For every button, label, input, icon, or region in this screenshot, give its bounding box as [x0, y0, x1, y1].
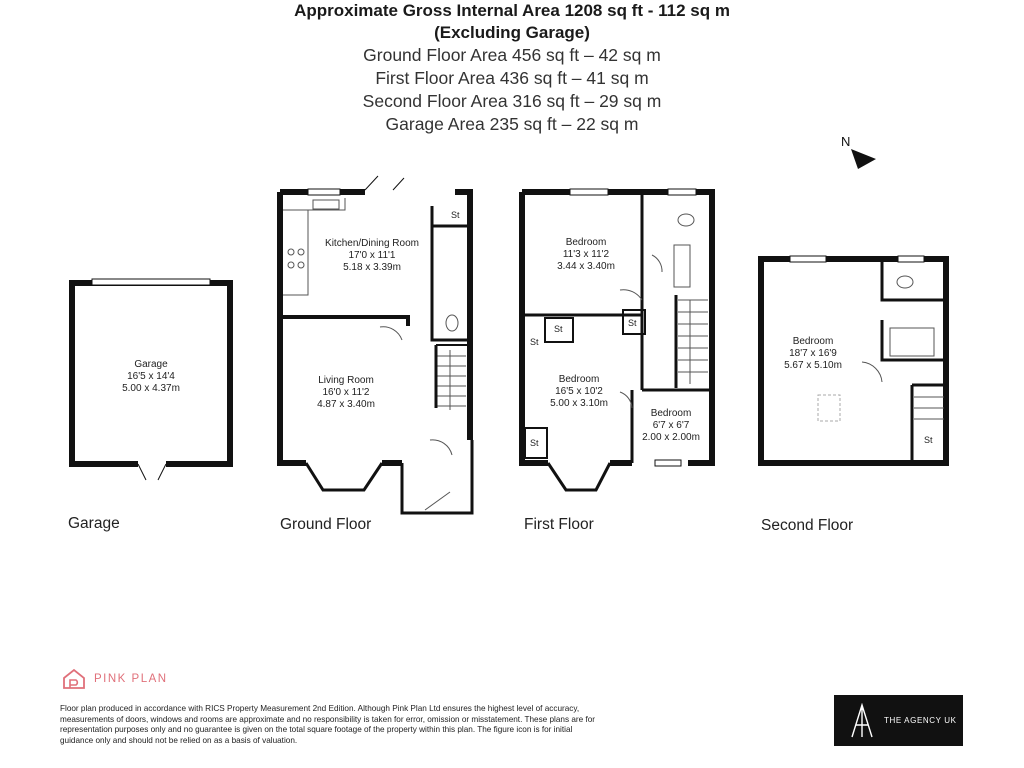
ground-store-label: St	[451, 210, 460, 220]
agency-a-icon	[848, 703, 876, 739]
ground-floor-area: Ground Floor Area 456 sq ft – 42 sq m	[363, 45, 661, 65]
bedroom-2-metric: 5.00 x 3.10m	[550, 398, 608, 409]
sink-icon	[313, 200, 339, 209]
second-floor-label: Second Floor	[761, 517, 854, 534]
toilet-icon	[678, 214, 694, 226]
agency-wordmark: THE AGENCY UK	[884, 716, 957, 725]
skylight-icon	[818, 395, 840, 421]
garage-door-gap	[138, 461, 166, 467]
bedroom-3-name: Bedroom	[650, 408, 692, 419]
bedroom-4-metric: 5.67 x 5.10m	[784, 360, 842, 371]
first-store-label: St	[554, 324, 563, 334]
kitchen-room-metric: 5.18 x 3.39m	[343, 262, 401, 273]
kitchen-room-name: Kitchen/Dining Room	[325, 238, 419, 249]
toilet-icon	[897, 276, 913, 288]
bedroom-1-metric: 3.44 x 3.40m	[557, 261, 615, 272]
garage-room-metric: 5.00 x 4.37m	[122, 383, 180, 394]
compass	[841, 134, 876, 169]
first-floor-area: First Floor Area 436 sq ft – 41 sq m	[375, 68, 649, 88]
garage-area: Garage Area 235 sq ft – 22 sq m	[385, 114, 639, 134]
disclaimer-text: Floor plan produced in accordance with RICS Property Measurement 2nd Edition. Although Pink Plan Ltd ensures the highest level of accuracy, measurements of doors, windows and rooms are approximate and no responsibility is taken for error, omission or misstatement. These plans are for representation purposes only and no guarantee is given on the total square footage of the property within this plan. The figure icon is for initial guidance only and should not be relied on as a basis of valuation.	[60, 704, 596, 745]
pink-plan-logo	[62, 668, 168, 690]
french-door-icon	[365, 176, 404, 190]
second-floor-area: Second Floor Area 316 sq ft – 29 sq m	[362, 91, 662, 111]
living-room-name: Living Room	[318, 375, 374, 386]
pink-plan-house-icon	[62, 668, 86, 690]
bedroom-4-name: Bedroom	[792, 336, 834, 347]
bedroom-2-imperial: 16'5 x 10'2	[555, 386, 603, 397]
north-arrow-icon	[851, 149, 876, 169]
garage-room-name: Garage	[134, 359, 168, 370]
bedroom-3-imperial: 6'7 x 6'7	[652, 420, 690, 431]
excluding-garage-note: (Excluding Garage)	[434, 23, 590, 42]
gross-area-title: Approximate Gross Internal Area 1208 sq ft - 112 sq m	[294, 1, 730, 20]
living-room-metric: 4.87 x 3.40m	[317, 399, 375, 410]
bedroom-1-imperial: 11'3 x 11'2	[562, 249, 610, 260]
second-store-label: St	[924, 435, 933, 445]
toilet-icon	[446, 315, 458, 331]
bedroom-3-metric: 2.00 x 2.00m	[642, 432, 700, 443]
first-store-label: St	[530, 337, 539, 347]
garage-floor-label: Garage	[68, 515, 120, 532]
bedroom-1-name: Bedroom	[565, 237, 607, 248]
kitchen-room-imperial: 17'0 x 11'1	[348, 250, 396, 261]
pink-plan-wordmark: PINK PLAN	[94, 673, 168, 685]
garage-window	[92, 279, 210, 285]
first-store-label: St	[628, 318, 637, 328]
ground-floor-label: Ground Floor	[280, 516, 372, 533]
first-floor-label: First Floor	[524, 516, 594, 533]
agency-logo	[834, 695, 963, 746]
first-floor-plan	[522, 189, 712, 490]
living-room-imperial: 16'0 x 11'2	[322, 387, 370, 398]
garage-room-imperial: 16'5 x 14'4	[127, 371, 175, 382]
compass-north-label: N	[841, 134, 851, 149]
first-store-label: St	[530, 438, 539, 448]
ground-floor-plan	[280, 176, 472, 513]
shower-icon	[890, 328, 934, 356]
bedroom-4-imperial: 18'7 x 16'9	[789, 348, 837, 359]
bedroom-2-name: Bedroom	[558, 374, 600, 385]
